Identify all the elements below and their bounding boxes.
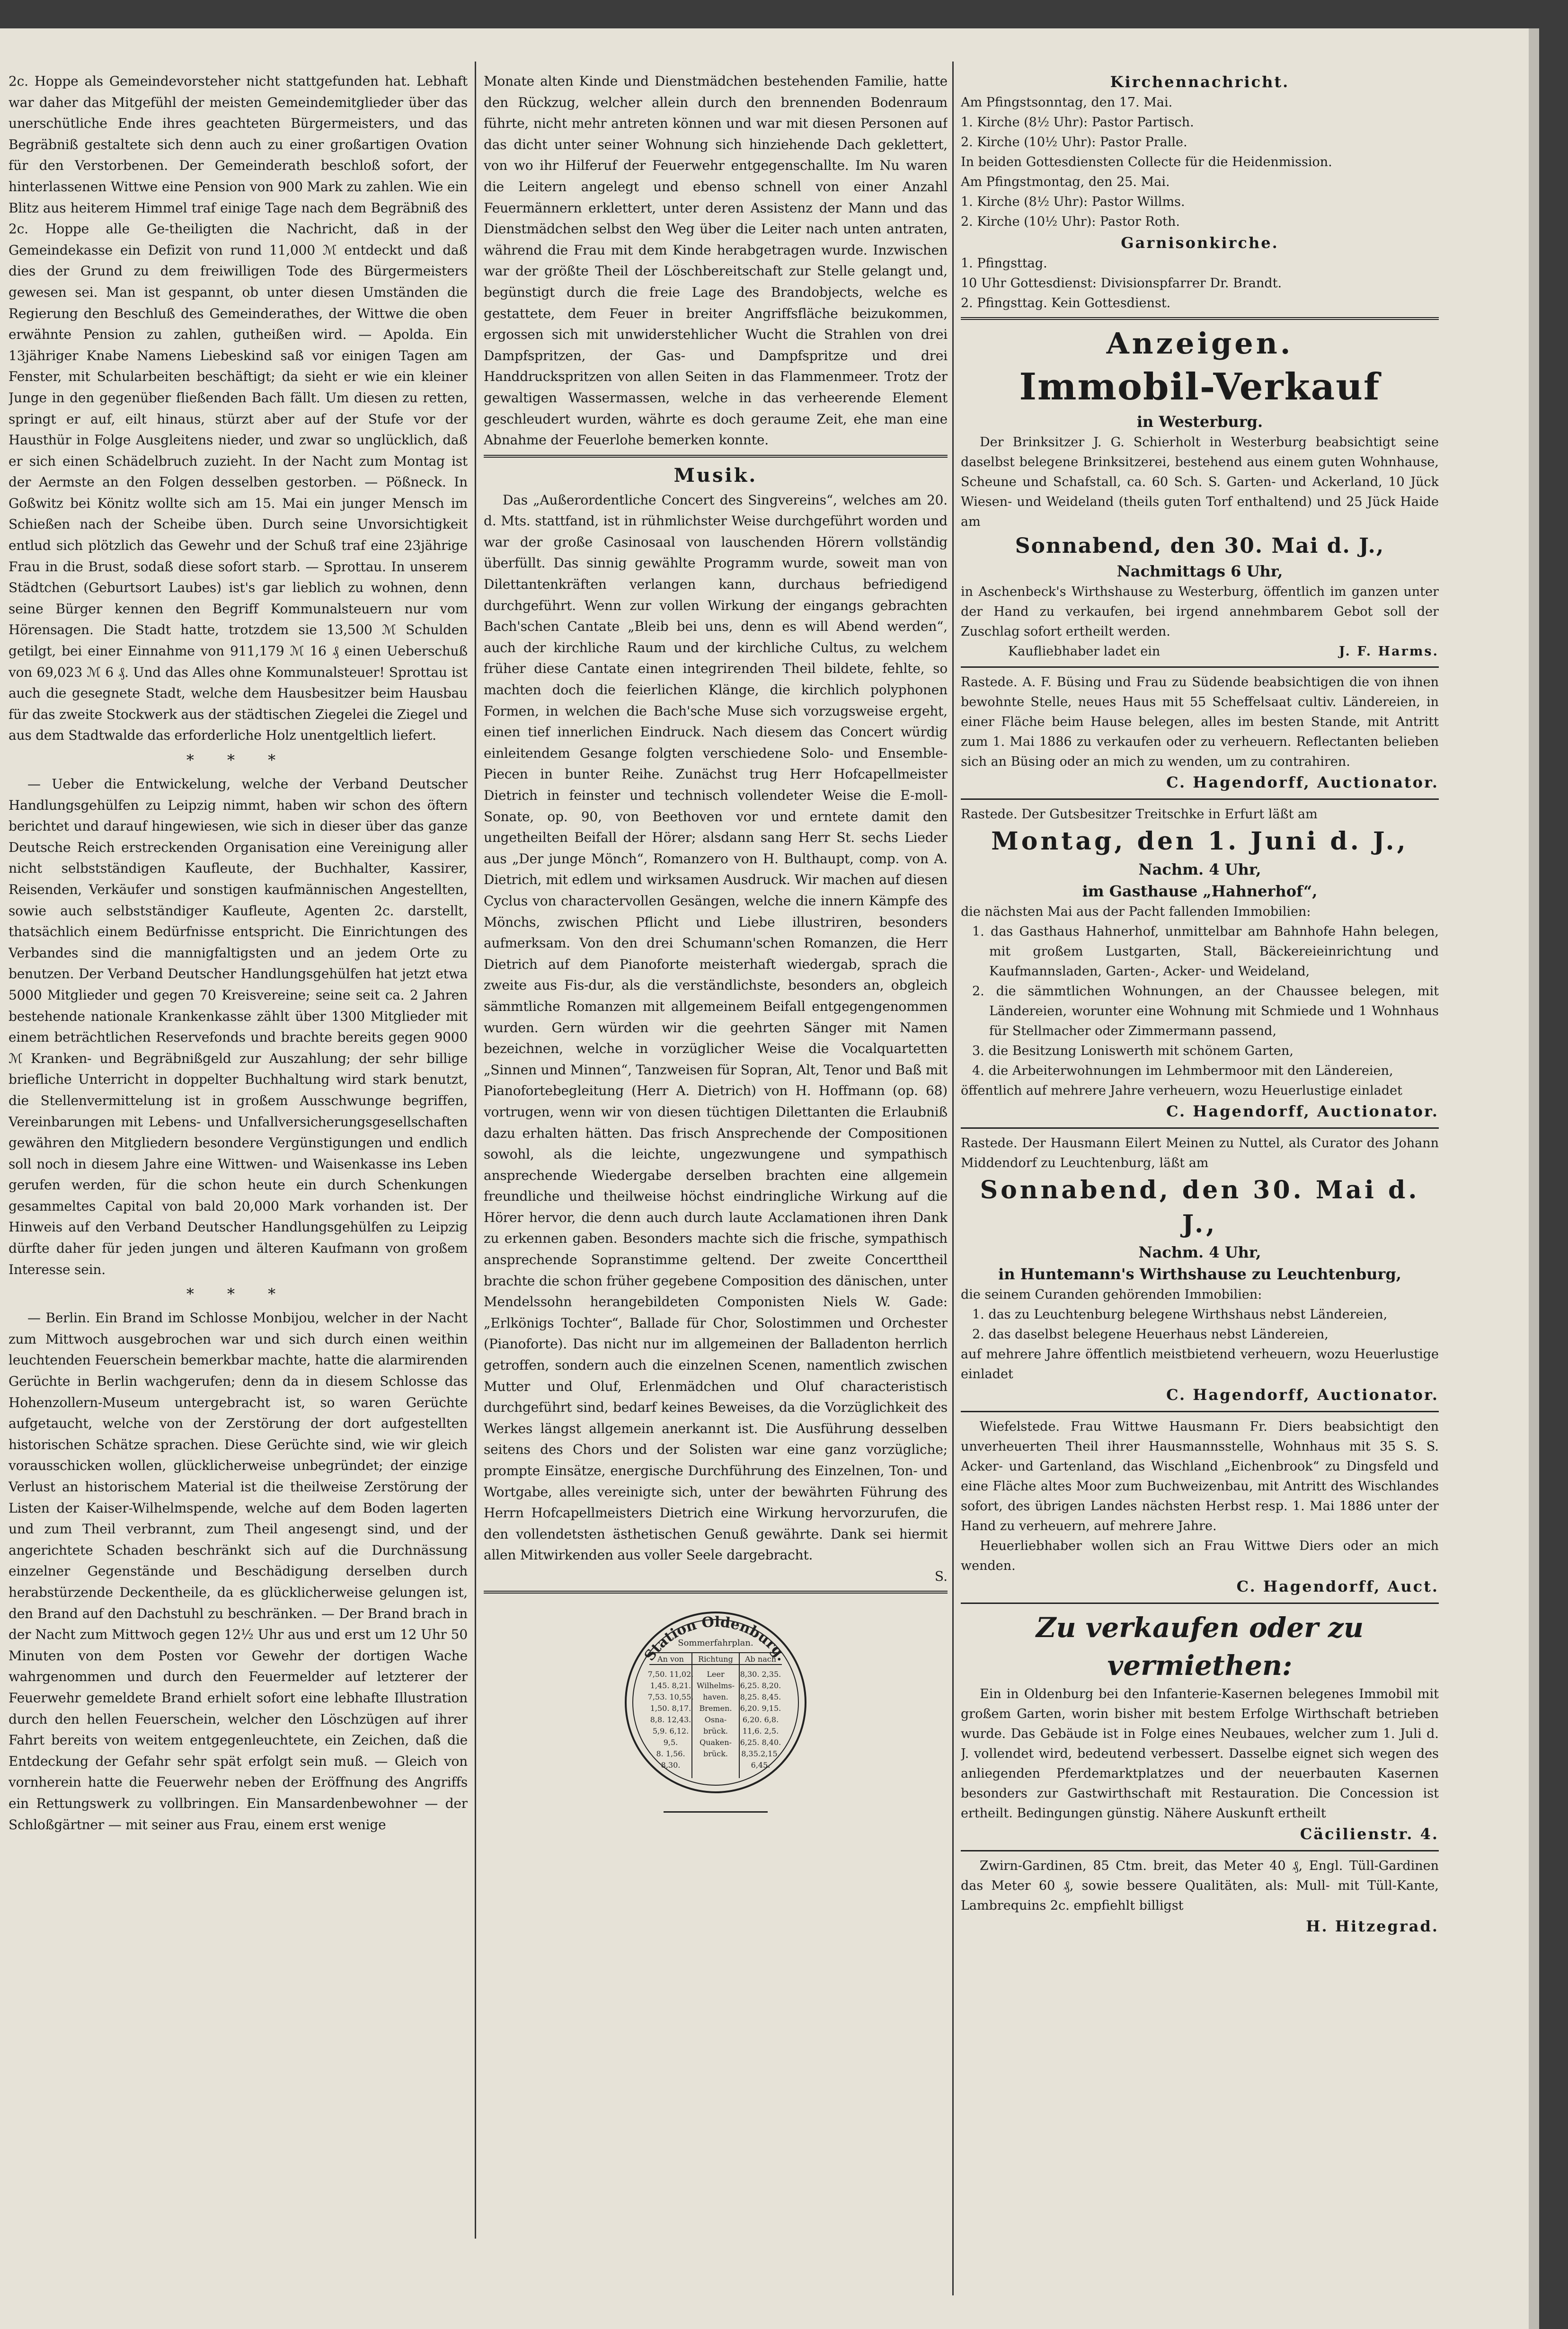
- ad-item: 3. die Besitzung Loniswerth mit schönem Garten,: [972, 1044, 1293, 1058]
- arrival-time: 8,8. 12,43.: [650, 1715, 691, 1724]
- ad-place: in Westerburg.: [1136, 413, 1263, 431]
- church-notice-line: In beiden Gottesdiensten Collecte für die Heidenmission.: [961, 155, 1332, 169]
- divider: [961, 666, 1439, 668]
- ad-signature: H. Hitzegrad.: [1306, 1917, 1439, 1935]
- garrison-church-title: Garnisonkirche.: [1121, 234, 1279, 252]
- ad-place: im Gasthause „Hahnerhof“,: [1082, 882, 1318, 900]
- ad-rastede-buesing: Rastede. A. F. Büsing und Frau zu Südende beabsichtigen die von ihnen bewohnte Stelle, neues Haus mit 55 Scheffelsaat cultiv. Ländereien, in einer Fläche beim Hause belegen, alles im besten Stande, mit Antritt zum 1. Mai 1886 zu verkaufen oder zu verheuern. Reflectanten belieben sich an Büsing oder an mich zu wenden, um zu contrahiren.: [961, 675, 1439, 769]
- departure-time: 8,30. 2,35.: [740, 1669, 781, 1679]
- church-notice-lines: [961, 93, 1439, 232]
- ad-gardinen: Zwirn-Gardinen, 85 Ctm. breit, das Meter 40 ₰, Engl. Tüll-Gardinen das Meter 60 ₰, sowie bessere Qualitäten, als: Mull- mit Tüll-Kante, Lambrequins 2c. empfiehlt billigst: [961, 1859, 1439, 1913]
- news-paragraph: — Berlin. Ein Brand im Schlosse Monbijou, welcher in der Nacht zum Mittwoch ausgebrochen war und sich durch einen weithin leuchtenden Feuerschein bemerkbar machte, hatte die alarmirenden Gerüchte in Berlin wachgerufen; denn da in diesem Schlosse das Hohenzollern-Museum untergebracht ist, so waren Gerüchte aufgetaucht, welche von der Zerstörung der dort aufgestellten historischen Schätze sprachen. Diese Gerüchte sind, wie wir gleich vorausschicken wollen, glücklicherweise unbegründet; der einzige Verlust an historischem Material ist die theilweise Zerstörung der Listen der Kaiser-Wilhelmspende, welche auf dem Boden lagerten und zum Theil verbrannt, zum Theil angesengt sind, und der angerichtete Schaden beschränkt sich auf die Durchnässung einzelner Gegenstände und Beschädigung derselben durch herabstürzende Deckentheile, da es glücklicherweise gelungen ist, den Brand auf den Dachstuhl zu beschränken. — Der Brand brach in der Nacht zum Mittwoch gegen 12½ Uhr aus und erst um 12 Uhr 50 Minuten von dem Posten vor Gewehr der dortigen Wache wahrgenommen und durch den Feuermelder auf letzterer der Feuerwehr gemeldete Brand erhielt sofort eine lebhafte Illustration durch den hellen Feuerschein, welcher den Löschzügen auf ihrer Fahrt bereits von weitem entgegenleuchtete, ein Zeichen, daß die Entdeckung der Gefahr sehr spät erfolgt sein muß. — Gleich von vornherein hatte die Feuerwehr neben der Eröffnung des Angriffs ein Rettungswerk zu vollbringen. Ein Mansardenbewohner — der Schloßgärtner — mit seiner aus Frau, einem erst wenige: [9, 1310, 468, 1833]
- ad-item: 4. die Arbeiterwohnungen im Lehmbermoor mit den Ländereien,: [972, 1063, 1393, 1078]
- section-separator: * * *: [186, 751, 290, 769]
- departure-time: 8,25. 8,45.: [740, 1692, 781, 1701]
- divider: [484, 1591, 948, 1594]
- arrival-time: 9,5.: [663, 1737, 678, 1747]
- garrison-notice-line: 10 Uhr Gottesdienst: Divisionspfarrer Dr. Brandt.: [961, 276, 1282, 291]
- church-notice-line: Am Pfingstmontag, den 25. Mai.: [961, 175, 1170, 189]
- col-header-an: An von: [657, 1654, 684, 1664]
- arrival-time: 7,50. 11,02.: [647, 1669, 694, 1679]
- divider: [961, 1411, 1439, 1412]
- ad-signature-line: [961, 642, 1439, 662]
- col-header-ab: Ab nach: [745, 1654, 776, 1664]
- ad-signature: J. F. Harms.: [1338, 644, 1439, 659]
- direction-name: Bremen.: [699, 1703, 732, 1713]
- column-middle: [484, 71, 948, 2276]
- ad-signature: C. Hagendorff, Auctionator.: [1166, 1102, 1439, 1120]
- ad-text: in Aschenbeck's Wirthshause zu Westerburg, öffentlich im ganzen unter der Hand zu verkaufen, bei irgend annehmbarem Gebot soll der Zuschlag sofort ertheilt werden.: [961, 584, 1439, 639]
- departure-time: 6,20. 6,8.: [742, 1715, 779, 1724]
- footer-rule: [664, 1811, 768, 1813]
- arrival-time: 1,50. 8,17.: [650, 1703, 691, 1713]
- divider: [961, 1603, 1439, 1604]
- page-edge: [1529, 28, 1539, 2329]
- direction-name: brück.: [703, 1726, 728, 1736]
- arrival-time: 8,30.: [661, 1760, 681, 1770]
- ad-text: auf mehrere Jahre öffentlich meistbietend verheuern, wozu Heuerlustige einladet: [961, 1347, 1439, 1381]
- departure-time: 6,25. 8,40.: [740, 1737, 781, 1747]
- ad-item: 2. die sämmtlichen Wohnungen, an der Chaussee belegen, mit Ländereien, worunter eine Wohnung mit Schmiede und 1 Wohnhaus für Stellmacher oder Zimmermann passend,: [972, 984, 1439, 1038]
- ad-text: Heuerliebhaber wollen sich an Frau Wittwe Diers oder an mich wenden.: [961, 1539, 1439, 1573]
- railway-timetable-seal: [597, 1608, 834, 1797]
- section-separator: * * *: [186, 1285, 290, 1303]
- direction-name: Osna-: [704, 1715, 727, 1724]
- departure-time: 6,25. 8,20.: [740, 1681, 781, 1690]
- news-paragraph: 2c. Hoppe als Gemeindevorsteher nicht stattgefunden hat. Lebhaft war daher das Mitgefühl der meisten Gemeindemitglieder über das unerschütliche Ende ihres geachteten Bürgermeisters, und das Begräbniß gestaltete sich denn auch zu einer großartigen Ovation für den Verstorbenen. Der Gemeinderath beschloß sofort, der hinterlassenen Wittwe eine Pension von 900 Mark zu zahlen. Wie ein Blitz aus heiterem Himmel traf einige Tage nach dem Begräbniß des 2c. Hoppe alle Ge-theiligten die Nachricht, daß in der Gemeindekasse ein Defizit von rund 11,000 ℳ entdeckt und daß dies der Grund zu dem freiwilligen Tode des Bürgermeisters gewesen sei. Man ist gespannt, ob unter diesen Umständen die Regierung den Beschluß des Gemeinderathes, der Wittwe die oben erwähnte Pension zu zahlen, gutheißen wird. — Apolda. Ein 13jähriger Knabe Namens Liebeskind saß vor einigen Tagen am Fenster, mit Schularbeiten beschäftigt; da sieht er wie ein kleiner Junge in den gegenüber fließenden Bach fällt. Um diesen zu retten, springt er auf, eilt hinaus, stürzt aber auf der Stufe vor der Hausthür in Folge Ausgleitens nieder, und zwar so unglücklich, daß er sich einen Schädelbruch zuzieht. In der Nacht zum Montag ist der Aermste an den Folgen desselben gestorben. — Pößneck. In Goßwitz bei Könitz wollte sich am 15. Mai ein junger Mensch im Schießen nach der Scheibe üben. Durch seine Unvorsichtigkeit entlud sich plötzlich das Gewehr und der Schuß traf eine 23jährige Frau in die Brust, sodaß diese sofort starb. — Sprottau. In unserem Städtchen (Geburtsort Laubes) ist's gar lieblich zu wohnen, denn seine Bürger kennen den Begriff Kommunalsteuern nur vom Hörensagen. Die Stadt hatte, trotzdem sie 13,500 ℳ Schulden getilgt, bei einer Einnahme von 911,179 ℳ 16 ₰ einen Ueberschuß von 69,023 ℳ 6 ₰. Und das Alles ohne Kommunalsteuer! Sprottau ist auch die gesegnete Stadt, welche dem Hausbesitzer beim Hausbau für das zweite Stockwerk aus der städtischen Ziegelei die Ziegel und aus dem Stadtwalde das erforderliche Holz unentgeltlich liefert.: [9, 73, 468, 744]
- ad-rastede-meinen: Rastede. Der Hausmann Eilert Meinen zu Nuttel, als Curator des Johann Middendorf zu Leuchtenburg, läßt am: [961, 1136, 1439, 1170]
- ad-text: öffentlich auf mehrere Jahre verheuern, wozu Heuerlustige einladet: [961, 1083, 1402, 1098]
- ad-title-immobil: Immobil-Verkauf: [1019, 365, 1381, 408]
- ad-time: Nachm. 4 Uhr,: [1138, 860, 1261, 878]
- ad-text: Ein in Oldenburg bei den Infanterie-Kasernen belegenes Immobil mit großem Garten, worin bisher mit bestem Erfolge Wirthschaft betrieben wurde. Das Gebäude ist in Folge eines Neubaues, welcher zum 1. Juli d. J. vollendet wird, bedeutend verbessert. Dasselbe eignet sich wegen des anliegenden Pferdemarktplatzes und der neuerbauten Kasernen besonders zur Gastwirthschaft mit Restauration. Die Concession ist ertheilt. Bedingungen günstig. Nähere Auskunft ertheilt: [961, 1687, 1439, 1821]
- garrison-church-lines: [961, 254, 1439, 313]
- ad-items: [961, 1305, 1439, 1345]
- ad-signature: C. Hagendorff, Auctionator.: [1166, 773, 1439, 791]
- ad-title-verkauf: Zu verkaufen oder zu vermiethen:: [1036, 1612, 1364, 1682]
- church-notice-line: 2. Kirche (10½ Uhr): Pastor Roth.: [961, 214, 1180, 229]
- arrival-time: 7,53. 10,55.: [647, 1692, 694, 1701]
- divider: [961, 798, 1439, 800]
- ad-item: 1. das Gasthaus Hahnerhof, unmittelbar am Bahnhofe Hahn belegen, mit großem Lustgarten, Stall, Bäckereieinrichtung und Kaufmannsladen, Garten-, Acker- und Weideland,: [972, 924, 1439, 979]
- section-title-music: Musik.: [673, 464, 758, 487]
- church-notice-line: Am Pfingstsonntag, den 17. Mai.: [961, 95, 1173, 110]
- direction-name: Leer: [707, 1669, 725, 1679]
- ad-time: Nachm. 4 Uhr,: [1138, 1243, 1261, 1261]
- ad-item: 1. das zu Leuchtenburg belegene Wirthshaus nebst Ländereien,: [972, 1307, 1388, 1322]
- news-paragraph: — Ueber die Entwickelung, welche der Verband Deutscher Handlungsgehülfen zu Leipzig nimmt, haben wir schon des öftern berichtet und darauf hingewiesen, wie sich in dieser über das ganze Deutsche Reich erstreckenden Organisation eine Vereinigung aller nicht selbstständigen Kaufleute, der Buchhalter, Kassirer, Reisenden, Verkäufer und sonstigen kaufmännischen Angestellten, sowie auch selbstständiger Kaufleute, Agenten 2c. darstellt, thatsächlich einem Bedürfnisse entspricht. Die Einrichtungen des Verbandes sind die mannigfaltigsten und an jedem Orte zu benutzen. Der Verband Deutscher Handlungsgehülfen hat jetzt etwa 5000 Mitglieder und gegen 70 Kreisvereine; seine seit ca. 2 Jahren bestehende nationale Krankenkasse zählt über 1300 Mitglieder mit einem beträchtlichen Reservefonds und brachte bereits gegen 9000 ℳ Kranken- und Begräbnißgeld zur Auszahlung; der sehr billige briefliche Unterricht in doppelter Buchhaltung wird stark benutzt, die Stellenvermittelung ist in großem Ausschwunge begriffen, Vereinbarungen mit Lebens- und Unfallversicherungsgesellschaften gewähren den Mitgliedern besondere Vergünstigungen und endlich soll noch in diesem Jahre eine Wittwen- und Waisenkasse ins Leben gerufen werden, für die schon heute ein durch Schenkungen gesammeltes Capital von bald 20,000 Mark vorhanden ist. Der Hinweis auf den Verband Deutscher Handlungsgehülfen zu Leipzig dürfte daher für jeden jungen und älteren Kaufmann von großem Interesse sein.: [9, 776, 468, 1277]
- ad-signature: Cäcilienstr. 4.: [1300, 1825, 1439, 1843]
- ad-signature: C. Hagendorff, Auct.: [1236, 1577, 1439, 1595]
- ad-signature: C. Hagendorff, Auctionator.: [1166, 1386, 1439, 1404]
- ads-heading: Anzeigen.: [1106, 326, 1293, 361]
- garrison-notice-line: 2. Pfingsttag. Kein Gottesdienst.: [961, 296, 1171, 310]
- column-left: [9, 71, 468, 2229]
- church-notice-line: 2. Kirche (10½ Uhr): Pastor Pralle.: [961, 135, 1187, 150]
- ad-signature-label: Kaufliebhaber ladet ein: [1008, 644, 1160, 659]
- church-notice-line: 1. Kirche (8½ Uhr): Pastor Partisch.: [961, 115, 1194, 130]
- divider: [961, 317, 1439, 320]
- timetable-stamp: [484, 1608, 943, 1797]
- ad-text: die nächsten Mai aus der Pacht fallenden Immobilien:: [961, 904, 1311, 919]
- direction-name: brück.: [703, 1749, 728, 1758]
- ad-date: Montag, den 1. Juni d. J.,: [991, 827, 1409, 856]
- departure-time: 6,20. 9,15.: [740, 1703, 781, 1713]
- arrival-time: 1,45. 8,21.: [650, 1681, 691, 1690]
- direction-name: haven.: [703, 1692, 728, 1701]
- arrival-time: 8. 1,56.: [656, 1749, 685, 1758]
- ad-text: die seinem Curanden gehörenden Immobilien:: [961, 1287, 1262, 1302]
- stamp-title: Station Oldenburg.: [641, 1613, 790, 1664]
- departure-time: 8,35.2,15.: [741, 1749, 780, 1758]
- arrival-time: 5,9. 6,12.: [652, 1726, 689, 1736]
- ad-text: Der Brinksitzer J. G. Schierholt in Westerburg beabsichtigt seine daselbst belegene Brinksitzerei, bestehend aus einem guten Wohnhause, Scheune und Schafstall, ca. 60 Sch. S. Garten- und Ackerland, 10 Jück Wiesen- und Weideland (theils guten Torf enthaltend) und 25 Jück Haide am: [961, 435, 1439, 529]
- church-notice-line: 1. Kirche (8½ Uhr): Pastor Willms.: [961, 195, 1185, 209]
- news-paragraph: Monate alten Kinde und Dienstmädchen bestehenden Familie, hatte den Rückzug, welcher allein durch den brennenden Bodenraum führte, nicht mehr antreten können und war mit diesen Personen auf das dicht unter seiner Wohnung sich hinziehende Dach geklettert, von wo ihr Hilferuf der Feuerwehr entgegenschallte. Im Nu waren die Leitern angelegt und ebenso schnell von einer Anzahl Feuermännern erklettert, unter deren Assistenz der Mann und das Dienstmädchen selbst den Weg über die Leiter nach unten antraten, während die Frau mit dem Kinde herabgetragen wurde. Inzwischen war der größte Theil der Löschbereitschaft zur Stelle gelangt und, begünstigt durch die freie Lage des Brandobjects, welche es gestattete, dem Feuer in breiter Angriffsfläche beizukommen, ergossen sich mit unwiderstehlicher Wucht die Strahlen von drei Dampfspritzen, der Gas- und Dampfspritze und drei Handdruckspritzen von allen Seiten in das Flammenmeer. Trotz der gewaltigen Wassermassen, welche in das verheerende Element geschleudert wurden, währte es doch geraume Zeit, ehe man eine Abnahme der Feuerlohe bemerken konnte.: [484, 73, 948, 448]
- ad-time: Nachmittags 6 Uhr,: [1116, 562, 1283, 580]
- direction-name: Quaken-: [700, 1737, 732, 1747]
- ad-place: in Huntemann's Wirthshause zu Leuchtenburg,: [998, 1265, 1401, 1283]
- divider: [961, 1127, 1439, 1129]
- ad-item: 2. das daselbst belegene Heuerhaus nebst Ländereien,: [972, 1327, 1329, 1342]
- divider: [961, 1850, 1439, 1851]
- column-rule: [475, 62, 476, 2239]
- column-right: [961, 71, 1439, 2295]
- divider: [484, 455, 948, 458]
- column-rule: [952, 62, 954, 2295]
- direction-name: Wilhelms-: [696, 1681, 735, 1690]
- departure-time: 11,6. 2,5.: [742, 1726, 779, 1736]
- review-signature: S.: [934, 1568, 948, 1584]
- ad-wiefelstede: Wiefelstede. Frau Wittwe Hausmann Fr. Diers beabsichtigt den unverheuerten Theil ihrer Hausmannsstelle, Wohnhaus mit 35 S. S. Acker- und Gartenland, das Wischland „Eichenbrook“ zu Dingsfeld und eine Fläche altes Moor zum Buchweizenbau, mit Antritt des Wischlandes sofort, des übrigen Landes nächsten Herbst resp. 1. Mai 1886 unter der Hand zu verheuern, auf mehrere Jahre.: [961, 1419, 1439, 1533]
- church-notice-title: Kirchennachricht.: [1110, 73, 1290, 91]
- garrison-notice-line: 1. Pfingsttag.: [961, 256, 1047, 271]
- music-review: Das „Außerordentliche Concert des Singvereins“, welches am 20. d. Mts. stattfand, ist in rühmlichster Weise durchgeführt worden und war der große Casinosaal von lauschenden Hörern vollständig überfüllt. Das sinnig gewählte Programm wurde, soweit man von Dilettantenkräften verlangen kann, durchaus befriedigend durchgeführt. Wenn zur vollen Wirkung der eingangs gebrachten Bach'schen Cantate „Bleib bei uns, denn es will Abend werden“, auch der kirchliche Raum und der kirchliche Cultus, zu welchem früher diese Cantate einen integrirenden Theil bildete, fehlte, so machten doch die feierlichen Klänge, die kirchlich polyphonen Formen, in welchen die Bach'sche Muse sich vorzugsweise ergeht, einen tief innerlichen Eindruck. Nach diesem das Concert würdig einleitendem Gesange folgten verschiedene Solo- und Ensemble-Piecen in bunter Reihe. Zunächst trug Herr Hofcapellmeister Dietrich in feinster und technisch vollendeter Weise die E-moll-Sonate, op. 90, von Beethoven vor und erntete damit den ungetheilten Beifall der Hörer; alsdann sang Herr St. sechs Lieder aus „Der junge Mönch“, Romanzero von H. Bulthaupt, comp. von A. Dietrich, mit edlem und wirksamen Ausdruck. Wir machen auf diesen Cyclus von charactervollen Gesängen, welche die innern Kämpfe des Mönchs, zwischen Pflicht und Liebe illustriren, besonders aufmerksam. Von den drei Schumann'schen Romanzen, die Herr Dietrich auf dem Pianoforte meisterhaft wiedergab, sprach die zweite aus Fis-dur, als die verständlichste, besonders an, obgleich sämmtliche Romanzen mit allgemeinem Beifall entgegengenommen wurden. Gern würden wir die geehrten Sänger mit Namen bezeichnen, welche in vorzüglicher Weise die Vocalquartetten „Sinnen und Minnen“, Tanzweisen für Sopran, Alt, Tenor und Baß mit Pianofortebegleitung (Herr A. Dietrich) von H. Hoffmann (op. 68) vortrugen, wenn wir von diesen tüchtigen Dilettanten die Erlaubniß dazu erhalten hätten. Das frisch Ansprechende der Compositionen sowohl, als die leichte, ungezwungene und sympathisch ansprechende Wiedergabe derselben brachten eine allgemein freundliche und theilweise höchst eindringliche Wirkung auf die Hörer hervor, die denn auch durch laute Acclamationen ihren Dank zu erkennen gaben. Besonders machte sich die frische, sympathisch ansprechende Sopranstimme geltend. Der zweite Concerttheil brachte die schon früher gegebene Composition des dänischen, unter Mendelssohn herangebildeten Componisten Niels W. Gade: „Erlkönigs Tochter“, Ballade für Chor, Solostimmen und Orchester (Pianoforte). Das nicht nur im allgemeinen der Balladenton herrlich getroffen, sondern auch die einzelnen Scenen, namentlich zwischen Mutter und Oluf, Erlenmädchen und Oluf characteristisch durchgeführt sind, bedarf keines Beweises, da die Vorzüglichkeit des Werkes längst allgemein anerkannt ist. Die Ausführung desselben seitens des Chors und der Solisten war eine ganz vorzügliche; prompte Einsätze, energische Durchführung des Einzelnen, Ton- und Wortgabe, alles vereinigte sich, unter der bewährten Führung des Herrn Hofcapellmeisters Dietrich eine Wirkung hervorzurufen, die den vollendetsten ästhetischen Genuß gewährte. Dank sei hiermit allen Mitwirkenden aus voller Seele dargebracht.: [484, 492, 948, 1563]
- ad-rastede-treitschke: Rastede. Der Gutsbesitzer Treitschke in Erfurt läßt am: [961, 807, 1318, 822]
- departure-time: 6,45.: [751, 1760, 771, 1770]
- ad-items: [961, 922, 1439, 1081]
- col-header-richtung: Richtung: [698, 1654, 733, 1664]
- ad-date: Sonnabend, den 30. Mai d. J.,: [1015, 534, 1385, 558]
- stamp-subtitle: Sommerfahrplan.: [678, 1638, 753, 1648]
- ad-date: Sonnabend, den 30. Mai d. J.,: [980, 1176, 1420, 1239]
